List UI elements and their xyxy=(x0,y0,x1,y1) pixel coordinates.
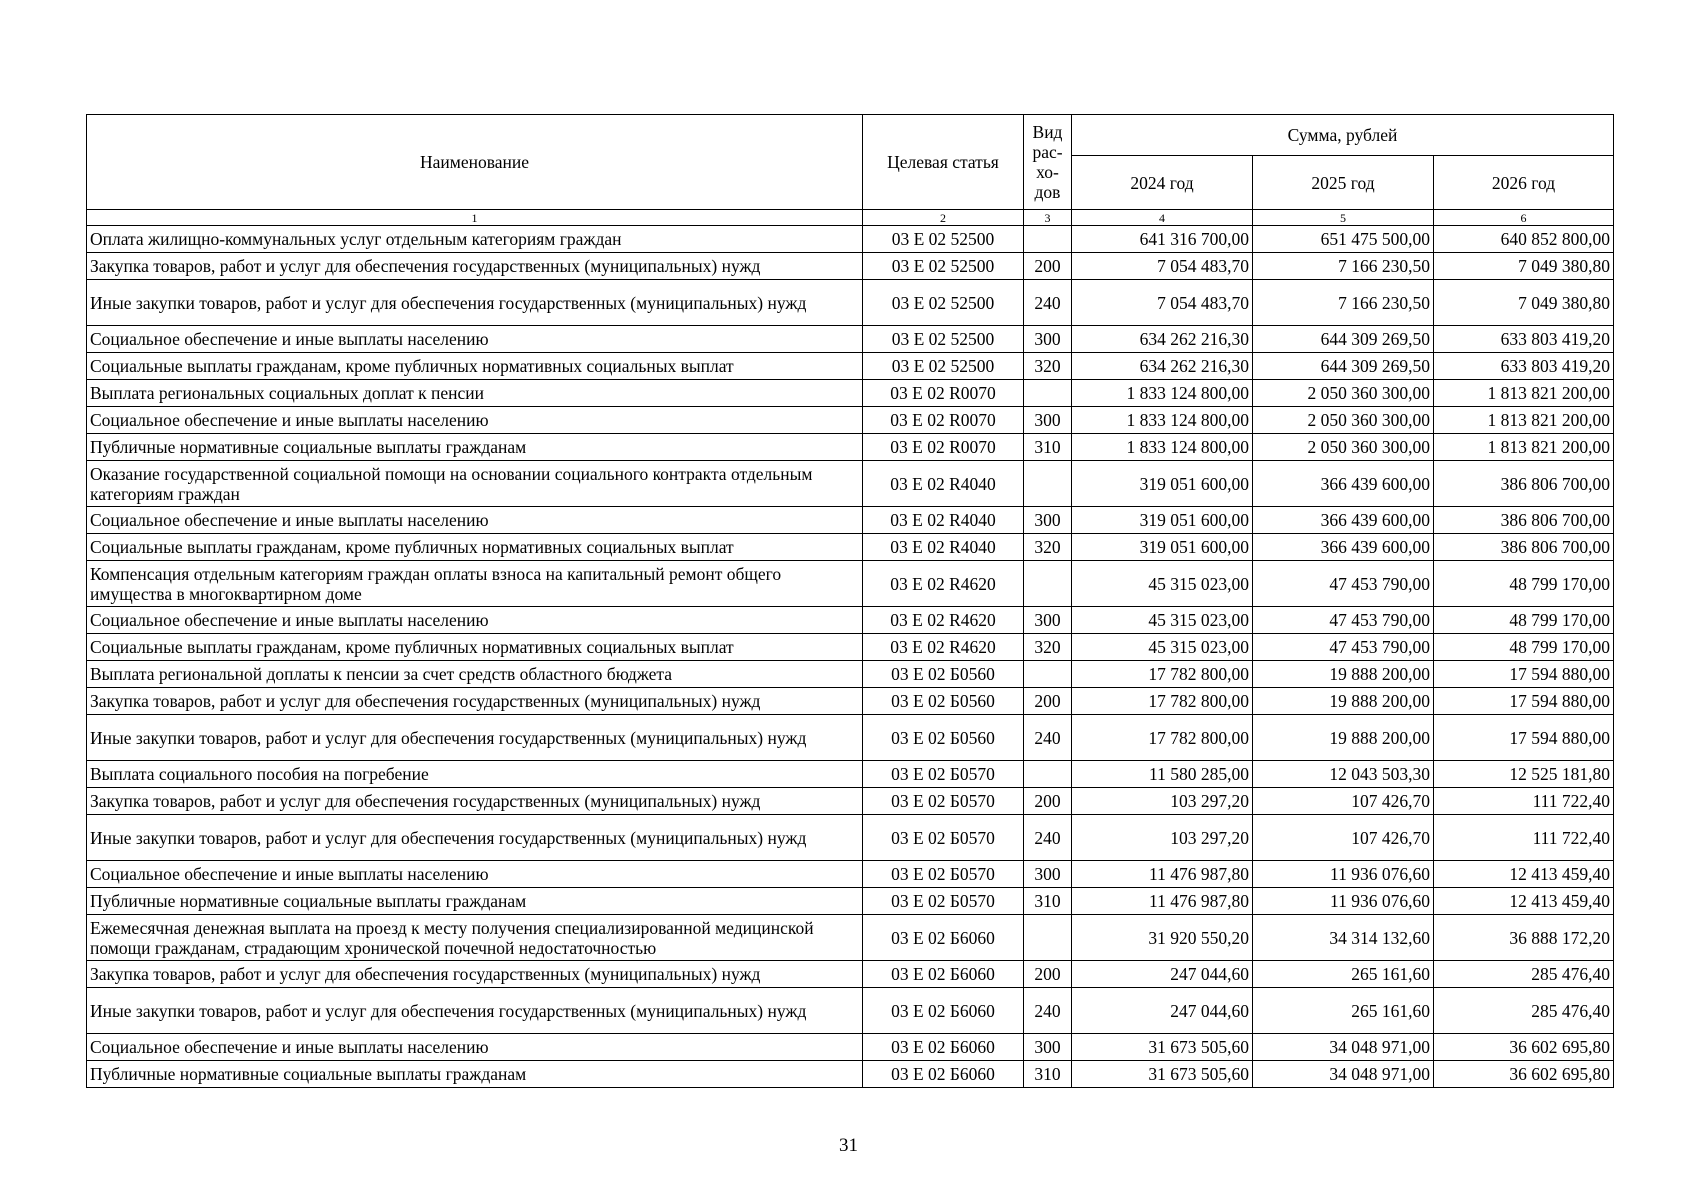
row-sum-2024: 319 051 600,00 xyxy=(1072,534,1253,561)
row-name: Социальное обеспечение и иные выплаты населению xyxy=(87,326,863,353)
row-name: Выплата социального пособия на погребение xyxy=(87,761,863,788)
row-sum-2025: 19 888 200,00 xyxy=(1253,688,1434,715)
row-target-article: 03 Е 02 Б6060 xyxy=(863,1061,1024,1088)
table-row xyxy=(87,1061,1614,1088)
table-row xyxy=(87,407,1614,434)
table-body xyxy=(87,226,1614,1088)
row-target-article: 03 Е 02 Б0570 xyxy=(863,761,1024,788)
row-sum-2024: 7 054 483,70 xyxy=(1072,280,1253,326)
row-target-article: 03 Е 02 R4040 xyxy=(863,461,1024,507)
table-row xyxy=(87,380,1614,407)
row-expense-kind: 200 xyxy=(1024,788,1072,815)
table-row xyxy=(87,507,1614,534)
table-row xyxy=(87,461,1614,507)
header-expense-kind-line: рас- xyxy=(1032,142,1063,162)
row-target-article: 03 Е 02 R4620 xyxy=(863,634,1024,661)
row-name: Иные закупки товаров, работ и услуг для обеспечения государственных (муниципальных) нужд xyxy=(87,815,863,861)
row-target-article: 03 Е 02 52500 xyxy=(863,253,1024,280)
table-row xyxy=(87,988,1614,1034)
row-sum-2025: 2 050 360 300,00 xyxy=(1253,380,1434,407)
row-sum-2026: 285 476,40 xyxy=(1434,961,1614,988)
row-sum-2026: 633 803 419,20 xyxy=(1434,326,1614,353)
row-target-article: 03 Е 02 52500 xyxy=(863,353,1024,380)
row-expense-kind: 300 xyxy=(1024,507,1072,534)
row-name: Иные закупки товаров, работ и услуг для обеспечения государственных (муниципальных) нужд xyxy=(87,988,863,1034)
row-sum-2024: 634 262 216,30 xyxy=(1072,326,1253,353)
row-sum-2025: 107 426,70 xyxy=(1253,788,1434,815)
table-row xyxy=(87,253,1614,280)
row-expense-kind: 320 xyxy=(1024,353,1072,380)
row-sum-2024: 103 297,20 xyxy=(1072,788,1253,815)
row-sum-2026: 1 813 821 200,00 xyxy=(1434,434,1614,461)
row-sum-2025: 644 309 269,50 xyxy=(1253,353,1434,380)
column-index: 1 xyxy=(87,210,863,226)
row-target-article: 03 Е 02 R4040 xyxy=(863,507,1024,534)
table-row xyxy=(87,815,1614,861)
row-expense-kind: 300 xyxy=(1024,607,1072,634)
row-name: Социальное обеспечение и иные выплаты населению xyxy=(87,507,863,534)
row-name: Оказание государственной социальной помощи на основании социального контракта отдельным категориям граждан xyxy=(87,461,863,507)
header-year-2024: 2024 год xyxy=(1072,156,1253,210)
row-sum-2026: 36 602 695,80 xyxy=(1434,1061,1614,1088)
row-sum-2025: 11 936 076,60 xyxy=(1253,861,1434,888)
column-index: 5 xyxy=(1253,210,1434,226)
row-sum-2026: 285 476,40 xyxy=(1434,988,1614,1034)
row-target-article: 03 Е 02 Б0570 xyxy=(863,861,1024,888)
row-name: Публичные нормативные социальные выплаты гражданам xyxy=(87,1061,863,1088)
row-target-article: 03 Е 02 Б0570 xyxy=(863,888,1024,915)
table-row xyxy=(87,434,1614,461)
row-name: Публичные нормативные социальные выплаты гражданам xyxy=(87,434,863,461)
row-target-article: 03 Е 02 Б6060 xyxy=(863,1034,1024,1061)
table-row xyxy=(87,761,1614,788)
row-sum-2024: 247 044,60 xyxy=(1072,988,1253,1034)
row-sum-2026: 17 594 880,00 xyxy=(1434,688,1614,715)
header-target-article: Целевая статья xyxy=(863,115,1024,210)
row-sum-2026: 386 806 700,00 xyxy=(1434,507,1614,534)
row-target-article: 03 Е 02 52500 xyxy=(863,280,1024,326)
row-name: Социальное обеспечение и иные выплаты населению xyxy=(87,1034,863,1061)
row-sum-2026: 12 413 459,40 xyxy=(1434,861,1614,888)
row-name: Иные закупки товаров, работ и услуг для обеспечения государственных (муниципальных) нужд xyxy=(87,715,863,761)
header-expense-kind xyxy=(1024,115,1072,210)
row-sum-2025: 651 475 500,00 xyxy=(1253,226,1434,253)
row-sum-2026: 48 799 170,00 xyxy=(1434,561,1614,607)
row-expense-kind: 320 xyxy=(1024,634,1072,661)
row-target-article: 03 Е 02 Б0560 xyxy=(863,715,1024,761)
page-number: 31 xyxy=(839,1135,858,1156)
row-expense-kind xyxy=(1024,661,1072,688)
row-expense-kind: 200 xyxy=(1024,961,1072,988)
column-index: 3 xyxy=(1024,210,1072,226)
row-target-article: 03 Е 02 R4620 xyxy=(863,561,1024,607)
column-index: 6 xyxy=(1434,210,1614,226)
row-target-article: 03 Е 02 52500 xyxy=(863,326,1024,353)
row-name: Выплата региональных социальных доплат к пенсии xyxy=(87,380,863,407)
row-sum-2025: 265 161,60 xyxy=(1253,988,1434,1034)
row-name: Социальные выплаты гражданам, кроме публичных нормативных социальных выплат xyxy=(87,634,863,661)
row-expense-kind: 310 xyxy=(1024,1061,1072,1088)
table-row xyxy=(87,607,1614,634)
row-expense-kind: 240 xyxy=(1024,280,1072,326)
row-sum-2026: 12 413 459,40 xyxy=(1434,888,1614,915)
row-name: Закупка товаров, работ и услуг для обеспечения государственных (муниципальных) нужд xyxy=(87,961,863,988)
column-index: 2 xyxy=(863,210,1024,226)
row-sum-2025: 7 166 230,50 xyxy=(1253,280,1434,326)
row-expense-kind: 200 xyxy=(1024,688,1072,715)
table-row xyxy=(87,353,1614,380)
row-sum-2025: 366 439 600,00 xyxy=(1253,461,1434,507)
table-row xyxy=(87,280,1614,326)
row-sum-2024: 31 673 505,60 xyxy=(1072,1034,1253,1061)
table-row xyxy=(87,561,1614,607)
row-sum-2026: 111 722,40 xyxy=(1434,788,1614,815)
row-sum-2025: 265 161,60 xyxy=(1253,961,1434,988)
row-sum-2025: 2 050 360 300,00 xyxy=(1253,434,1434,461)
row-sum-2024: 319 051 600,00 xyxy=(1072,507,1253,534)
row-target-article: 03 Е 02 Б0560 xyxy=(863,661,1024,688)
budget-table xyxy=(86,114,1614,1088)
row-sum-2024: 17 782 800,00 xyxy=(1072,661,1253,688)
table-row xyxy=(87,715,1614,761)
row-sum-2026: 386 806 700,00 xyxy=(1434,461,1614,507)
row-target-article: 03 Е 02 R4620 xyxy=(863,607,1024,634)
row-expense-kind: 300 xyxy=(1024,326,1072,353)
row-name: Оплата жилищно-коммунальных услуг отдельным категориям граждан xyxy=(87,226,863,253)
row-name: Закупка товаров, работ и услуг для обеспечения государственных (муниципальных) нужд xyxy=(87,688,863,715)
row-target-article: 03 Е 02 R4040 xyxy=(863,534,1024,561)
table-row xyxy=(87,1034,1614,1061)
row-sum-2025: 107 426,70 xyxy=(1253,815,1434,861)
row-target-article: 03 Е 02 Б6060 xyxy=(863,915,1024,961)
row-name: Закупка товаров, работ и услуг для обеспечения государственных (муниципальных) нужд xyxy=(87,788,863,815)
row-name: Социальные выплаты гражданам, кроме публичных нормативных социальных выплат xyxy=(87,353,863,380)
table-header xyxy=(87,115,1614,226)
table-row xyxy=(87,534,1614,561)
row-sum-2025: 644 309 269,50 xyxy=(1253,326,1434,353)
table-row xyxy=(87,661,1614,688)
row-expense-kind xyxy=(1024,561,1072,607)
row-expense-kind: 310 xyxy=(1024,888,1072,915)
row-sum-2024: 17 782 800,00 xyxy=(1072,715,1253,761)
row-sum-2024: 11 476 987,80 xyxy=(1072,888,1253,915)
row-sum-2026: 12 525 181,80 xyxy=(1434,761,1614,788)
row-sum-2024: 634 262 216,30 xyxy=(1072,353,1253,380)
row-sum-2024: 11 580 285,00 xyxy=(1072,761,1253,788)
row-sum-2024: 641 316 700,00 xyxy=(1072,226,1253,253)
row-sum-2024: 11 476 987,80 xyxy=(1072,861,1253,888)
row-sum-2025: 11 936 076,60 xyxy=(1253,888,1434,915)
row-name: Закупка товаров, работ и услуг для обеспечения государственных (муниципальных) нужд xyxy=(87,253,863,280)
row-sum-2025: 2 050 360 300,00 xyxy=(1253,407,1434,434)
row-expense-kind: 240 xyxy=(1024,715,1072,761)
row-expense-kind: 300 xyxy=(1024,407,1072,434)
row-name: Иные закупки товаров, работ и услуг для обеспечения государственных (муниципальных) нужд xyxy=(87,280,863,326)
row-target-article: 03 Е 02 Б0560 xyxy=(863,688,1024,715)
row-sum-2024: 319 051 600,00 xyxy=(1072,461,1253,507)
row-name: Социальное обеспечение и иные выплаты населению xyxy=(87,861,863,888)
row-sum-2025: 34 314 132,60 xyxy=(1253,915,1434,961)
table-row xyxy=(87,888,1614,915)
row-sum-2026: 48 799 170,00 xyxy=(1434,607,1614,634)
row-expense-kind: 300 xyxy=(1024,861,1072,888)
header-year-2025: 2025 год xyxy=(1253,156,1434,210)
row-sum-2025: 47 453 790,00 xyxy=(1253,607,1434,634)
row-sum-2025: 34 048 971,00 xyxy=(1253,1034,1434,1061)
row-sum-2025: 47 453 790,00 xyxy=(1253,561,1434,607)
table-row xyxy=(87,961,1614,988)
row-sum-2025: 366 439 600,00 xyxy=(1253,534,1434,561)
row-sum-2025: 19 888 200,00 xyxy=(1253,715,1434,761)
header-sum: Сумма, рублей xyxy=(1072,115,1614,156)
row-sum-2024: 7 054 483,70 xyxy=(1072,253,1253,280)
row-sum-2025: 366 439 600,00 xyxy=(1253,507,1434,534)
row-sum-2026: 633 803 419,20 xyxy=(1434,353,1614,380)
row-sum-2025: 12 043 503,30 xyxy=(1253,761,1434,788)
table-row xyxy=(87,861,1614,888)
row-expense-kind: 310 xyxy=(1024,434,1072,461)
row-target-article: 03 Е 02 Б0570 xyxy=(863,815,1024,861)
row-sum-2024: 1 833 124 800,00 xyxy=(1072,434,1253,461)
table-row xyxy=(87,634,1614,661)
header-year-2026: 2026 год xyxy=(1434,156,1614,210)
table-row xyxy=(87,915,1614,961)
row-expense-kind: 240 xyxy=(1024,815,1072,861)
row-sum-2026: 111 722,40 xyxy=(1434,815,1614,861)
row-sum-2025: 7 166 230,50 xyxy=(1253,253,1434,280)
row-sum-2026: 1 813 821 200,00 xyxy=(1434,407,1614,434)
row-expense-kind: 300 xyxy=(1024,1034,1072,1061)
row-target-article: 03 Е 02 R0070 xyxy=(863,434,1024,461)
row-expense-kind xyxy=(1024,915,1072,961)
row-name: Компенсация отдельным категориям граждан оплаты взноса на капитальный ремонт общего имущества в многоквартирном доме xyxy=(87,561,863,607)
row-sum-2026: 48 799 170,00 xyxy=(1434,634,1614,661)
header-expense-kind-line: хо- xyxy=(1036,162,1059,182)
table-row xyxy=(87,326,1614,353)
row-target-article: 03 Е 02 R0070 xyxy=(863,380,1024,407)
row-sum-2025: 19 888 200,00 xyxy=(1253,661,1434,688)
row-sum-2025: 34 048 971,00 xyxy=(1253,1061,1434,1088)
row-sum-2026: 36 602 695,80 xyxy=(1434,1034,1614,1061)
header-name: Наименование xyxy=(87,115,863,210)
row-target-article: 03 Е 02 R0070 xyxy=(863,407,1024,434)
table-row xyxy=(87,788,1614,815)
column-index: 4 xyxy=(1072,210,1253,226)
row-sum-2026: 7 049 380,80 xyxy=(1434,253,1614,280)
row-sum-2024: 103 297,20 xyxy=(1072,815,1253,861)
row-target-article: 03 Е 02 52500 xyxy=(863,226,1024,253)
row-sum-2024: 17 782 800,00 xyxy=(1072,688,1253,715)
row-sum-2025: 47 453 790,00 xyxy=(1253,634,1434,661)
row-sum-2024: 45 315 023,00 xyxy=(1072,607,1253,634)
row-name: Социальное обеспечение и иные выплаты населению xyxy=(87,607,863,634)
row-sum-2026: 386 806 700,00 xyxy=(1434,534,1614,561)
row-name: Социальное обеспечение и иные выплаты населению xyxy=(87,407,863,434)
row-target-article: 03 Е 02 Б0570 xyxy=(863,788,1024,815)
row-expense-kind xyxy=(1024,226,1072,253)
header-expense-kind-line: дов xyxy=(1034,182,1061,202)
table-row xyxy=(87,688,1614,715)
table-row xyxy=(87,226,1614,253)
row-name: Социальные выплаты гражданам, кроме публичных нормативных социальных выплат xyxy=(87,534,863,561)
row-sum-2024: 31 673 505,60 xyxy=(1072,1061,1253,1088)
row-sum-2026: 1 813 821 200,00 xyxy=(1434,380,1614,407)
row-target-article: 03 Е 02 Б6060 xyxy=(863,988,1024,1034)
header-expense-kind-line: Вид xyxy=(1032,122,1063,142)
row-sum-2024: 45 315 023,00 xyxy=(1072,634,1253,661)
row-name: Публичные нормативные социальные выплаты гражданам xyxy=(87,888,863,915)
row-sum-2026: 640 852 800,00 xyxy=(1434,226,1614,253)
row-expense-kind xyxy=(1024,461,1072,507)
row-expense-kind: 200 xyxy=(1024,253,1072,280)
row-expense-kind: 240 xyxy=(1024,988,1072,1034)
row-sum-2026: 36 888 172,20 xyxy=(1434,915,1614,961)
row-expense-kind xyxy=(1024,761,1072,788)
row-sum-2024: 1 833 124 800,00 xyxy=(1072,407,1253,434)
row-expense-kind: 320 xyxy=(1024,534,1072,561)
row-sum-2026: 17 594 880,00 xyxy=(1434,715,1614,761)
row-name: Ежемесячная денежная выплата на проезд к месту получения специализированной медицинской помощи гражданам, страдающим хронической почечной недостаточностью xyxy=(87,915,863,961)
row-sum-2024: 1 833 124 800,00 xyxy=(1072,380,1253,407)
row-name: Выплата региональной доплаты к пенсии за счет средств областного бюджета xyxy=(87,661,863,688)
row-sum-2024: 45 315 023,00 xyxy=(1072,561,1253,607)
row-sum-2026: 17 594 880,00 xyxy=(1434,661,1614,688)
row-sum-2024: 247 044,60 xyxy=(1072,961,1253,988)
row-target-article: 03 Е 02 Б6060 xyxy=(863,961,1024,988)
row-sum-2026: 7 049 380,80 xyxy=(1434,280,1614,326)
row-sum-2024: 31 920 550,20 xyxy=(1072,915,1253,961)
row-expense-kind xyxy=(1024,380,1072,407)
